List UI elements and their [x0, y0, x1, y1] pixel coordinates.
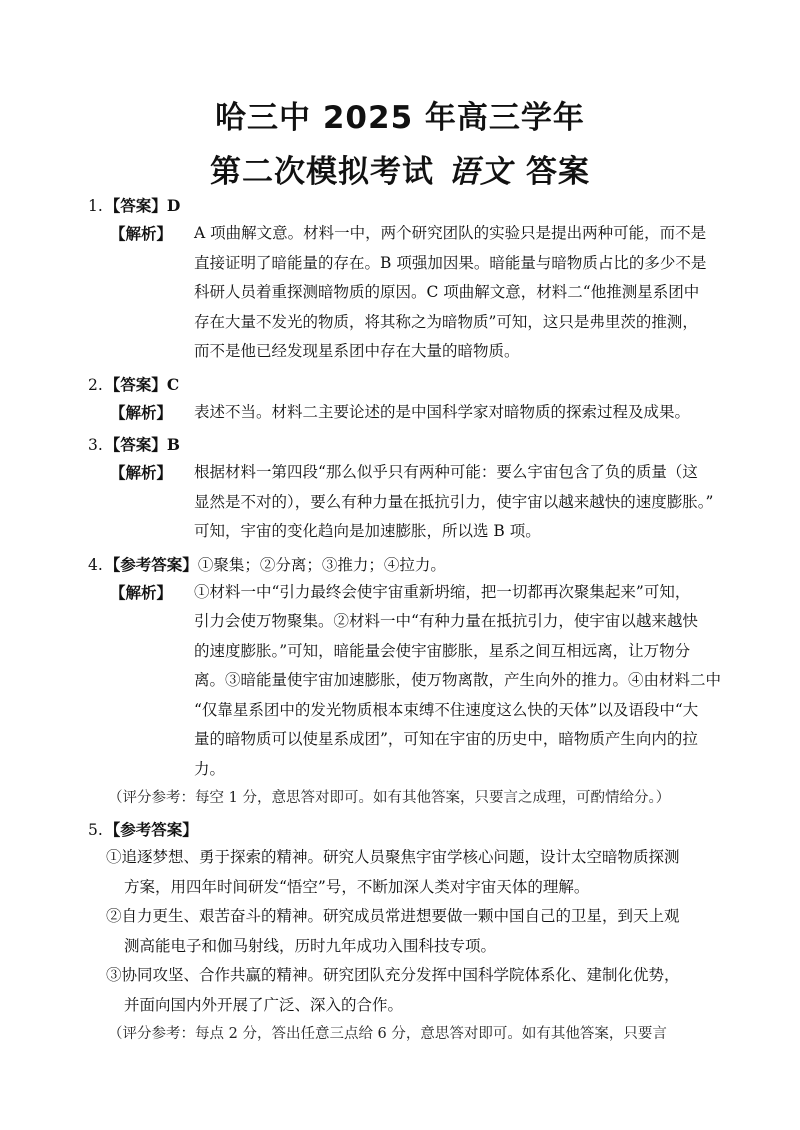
- q3-analysis-text: 根据材料一第四段“那么似乎只有两种可能：要么宇宙包含了负的质量（这 显然是不对的），要么有种力量在抵抗引力，使宇宙以越来越快的速度膨胀。” 可知，宇宙的变化趋向是加速膨胀，所以选 B 项。: [194, 463, 714, 540]
- q1-answer-tag: 【答案】: [104, 196, 167, 215]
- q4-answer: ①聚集；②分离；③推力；④拉力。: [197, 555, 446, 574]
- q2-answer-tag: 【答案】: [104, 374, 167, 394]
- subtitle-exam: 第二次模拟考试: [210, 154, 434, 190]
- q2-analysis-tag: 【解析】: [110, 402, 173, 422]
- q5-answer-tag: 【参考答案】: [104, 820, 198, 839]
- page-subtitle: [0, 146, 800, 191]
- q5-answer-line: [88, 816, 740, 843]
- q4-analysis-tag: 【解析】: [110, 582, 173, 602]
- q3-answer: B: [166, 435, 180, 454]
- q2-answer: C: [166, 374, 180, 394]
- q2-number: 2.: [88, 375, 103, 394]
- q5-scoring-note: （评分参考：每点 2 分，答出任意三点给 6 分，意思答对即可。如有其他答案，只要言: [108, 1026, 667, 1042]
- q1-analysis-tag: 【解析】: [110, 224, 173, 243]
- subtitle-answer: 答案: [526, 154, 590, 190]
- q4-number: 4.: [88, 555, 103, 574]
- q4-scoring-note: （评分参考：每空 1 分，意思答对即可。如有其他答案，只要言之成理，可酌情给分。）: [108, 790, 671, 806]
- q1-answer: D: [166, 196, 181, 215]
- q5-point-2: ②自力更生、艰苦奋斗的精神。研究成员常进想要做一颗中国自己的卫星，到天上观 测高能电子和伽马射线，历时九年成功入围科技专项。: [106, 907, 680, 955]
- q1-number: 1.: [88, 197, 103, 215]
- q3-number: 3.: [88, 436, 103, 454]
- q3-analysis: [110, 458, 740, 547]
- subtitle-subject: 语文: [448, 154, 512, 190]
- q1-analysis: [110, 219, 740, 367]
- q1-analysis-text: A 项曲解文意。材料一中，两个研究团队的实验只是提出两种可能，而不是 直接证明了暗能量的存在。B 项强加因果。暗能量与暗物质占比的多少不是 科研人员着重探测暗物质的原因。C 项曲解文意，材料二“他推测星系团中 存在大量不发光的物质，将其称之为暗物质”可知，这只是弗里茨的推测， 而不是他已经发现星系团中存在大量的暗物质。: [194, 224, 707, 360]
- q5-point-1: ①追逐梦想、勇于探索的精神。研究人员聚焦宇宙学核心问题，设计太空暗物质探测 方案，用四年时间研发“悟空”号，不断加深人类对宇宙天体的理解。: [106, 848, 680, 896]
- q1-answer-line: [88, 192, 740, 219]
- page-title: 哈三中 2025 年高三学年: [215, 100, 585, 136]
- q4-answer-tag: 【参考答案】: [104, 554, 198, 574]
- q2-analysis: [110, 398, 740, 428]
- q4-answer-line: [88, 551, 740, 578]
- answers-content: [88, 188, 740, 1048]
- q3-analysis-tag: 【解析】: [110, 463, 173, 482]
- q5-point-3: ③协同攻坚、合作共赢的精神。研究团队充分发挥中国科学院体系化、建制化优势， 并面向国内外开展了广泛、深入的合作。: [106, 966, 680, 1014]
- q5-number: 5.: [88, 821, 103, 839]
- q2-analysis-text: 表述不当。材料二主要论述的是中国科学家对暗物质的探索过程及成果。: [194, 402, 691, 421]
- q3-answer-line: [88, 431, 740, 458]
- q3-answer-tag: 【答案】: [104, 435, 167, 454]
- q4-analysis-text: ①材料一中“引力最终会使宇宙重新坍缩，把一切都再次聚集起来”可知， 引力会使万物聚集。②材料一中“有种力量在抵抗引力，使宇宙以越来越快 的速度膨胀。”可知，暗能量会使宇宙膨胀，星系之间互相远离，让万物分 离。③暗能量使宇宙加速膨胀，使万物离散，产生向外的推力。④由材料二中 “仅靠星系团中的发光物质根本束缚不住速度这么快的天体”以及语段中“大 量的暗物质可以使星系成团”，可知在宇宙的历史中，暗物质产生向内的拉 力。: [194, 582, 722, 778]
- q2-answer-line: [88, 371, 740, 398]
- q4-analysis: [110, 578, 740, 785]
